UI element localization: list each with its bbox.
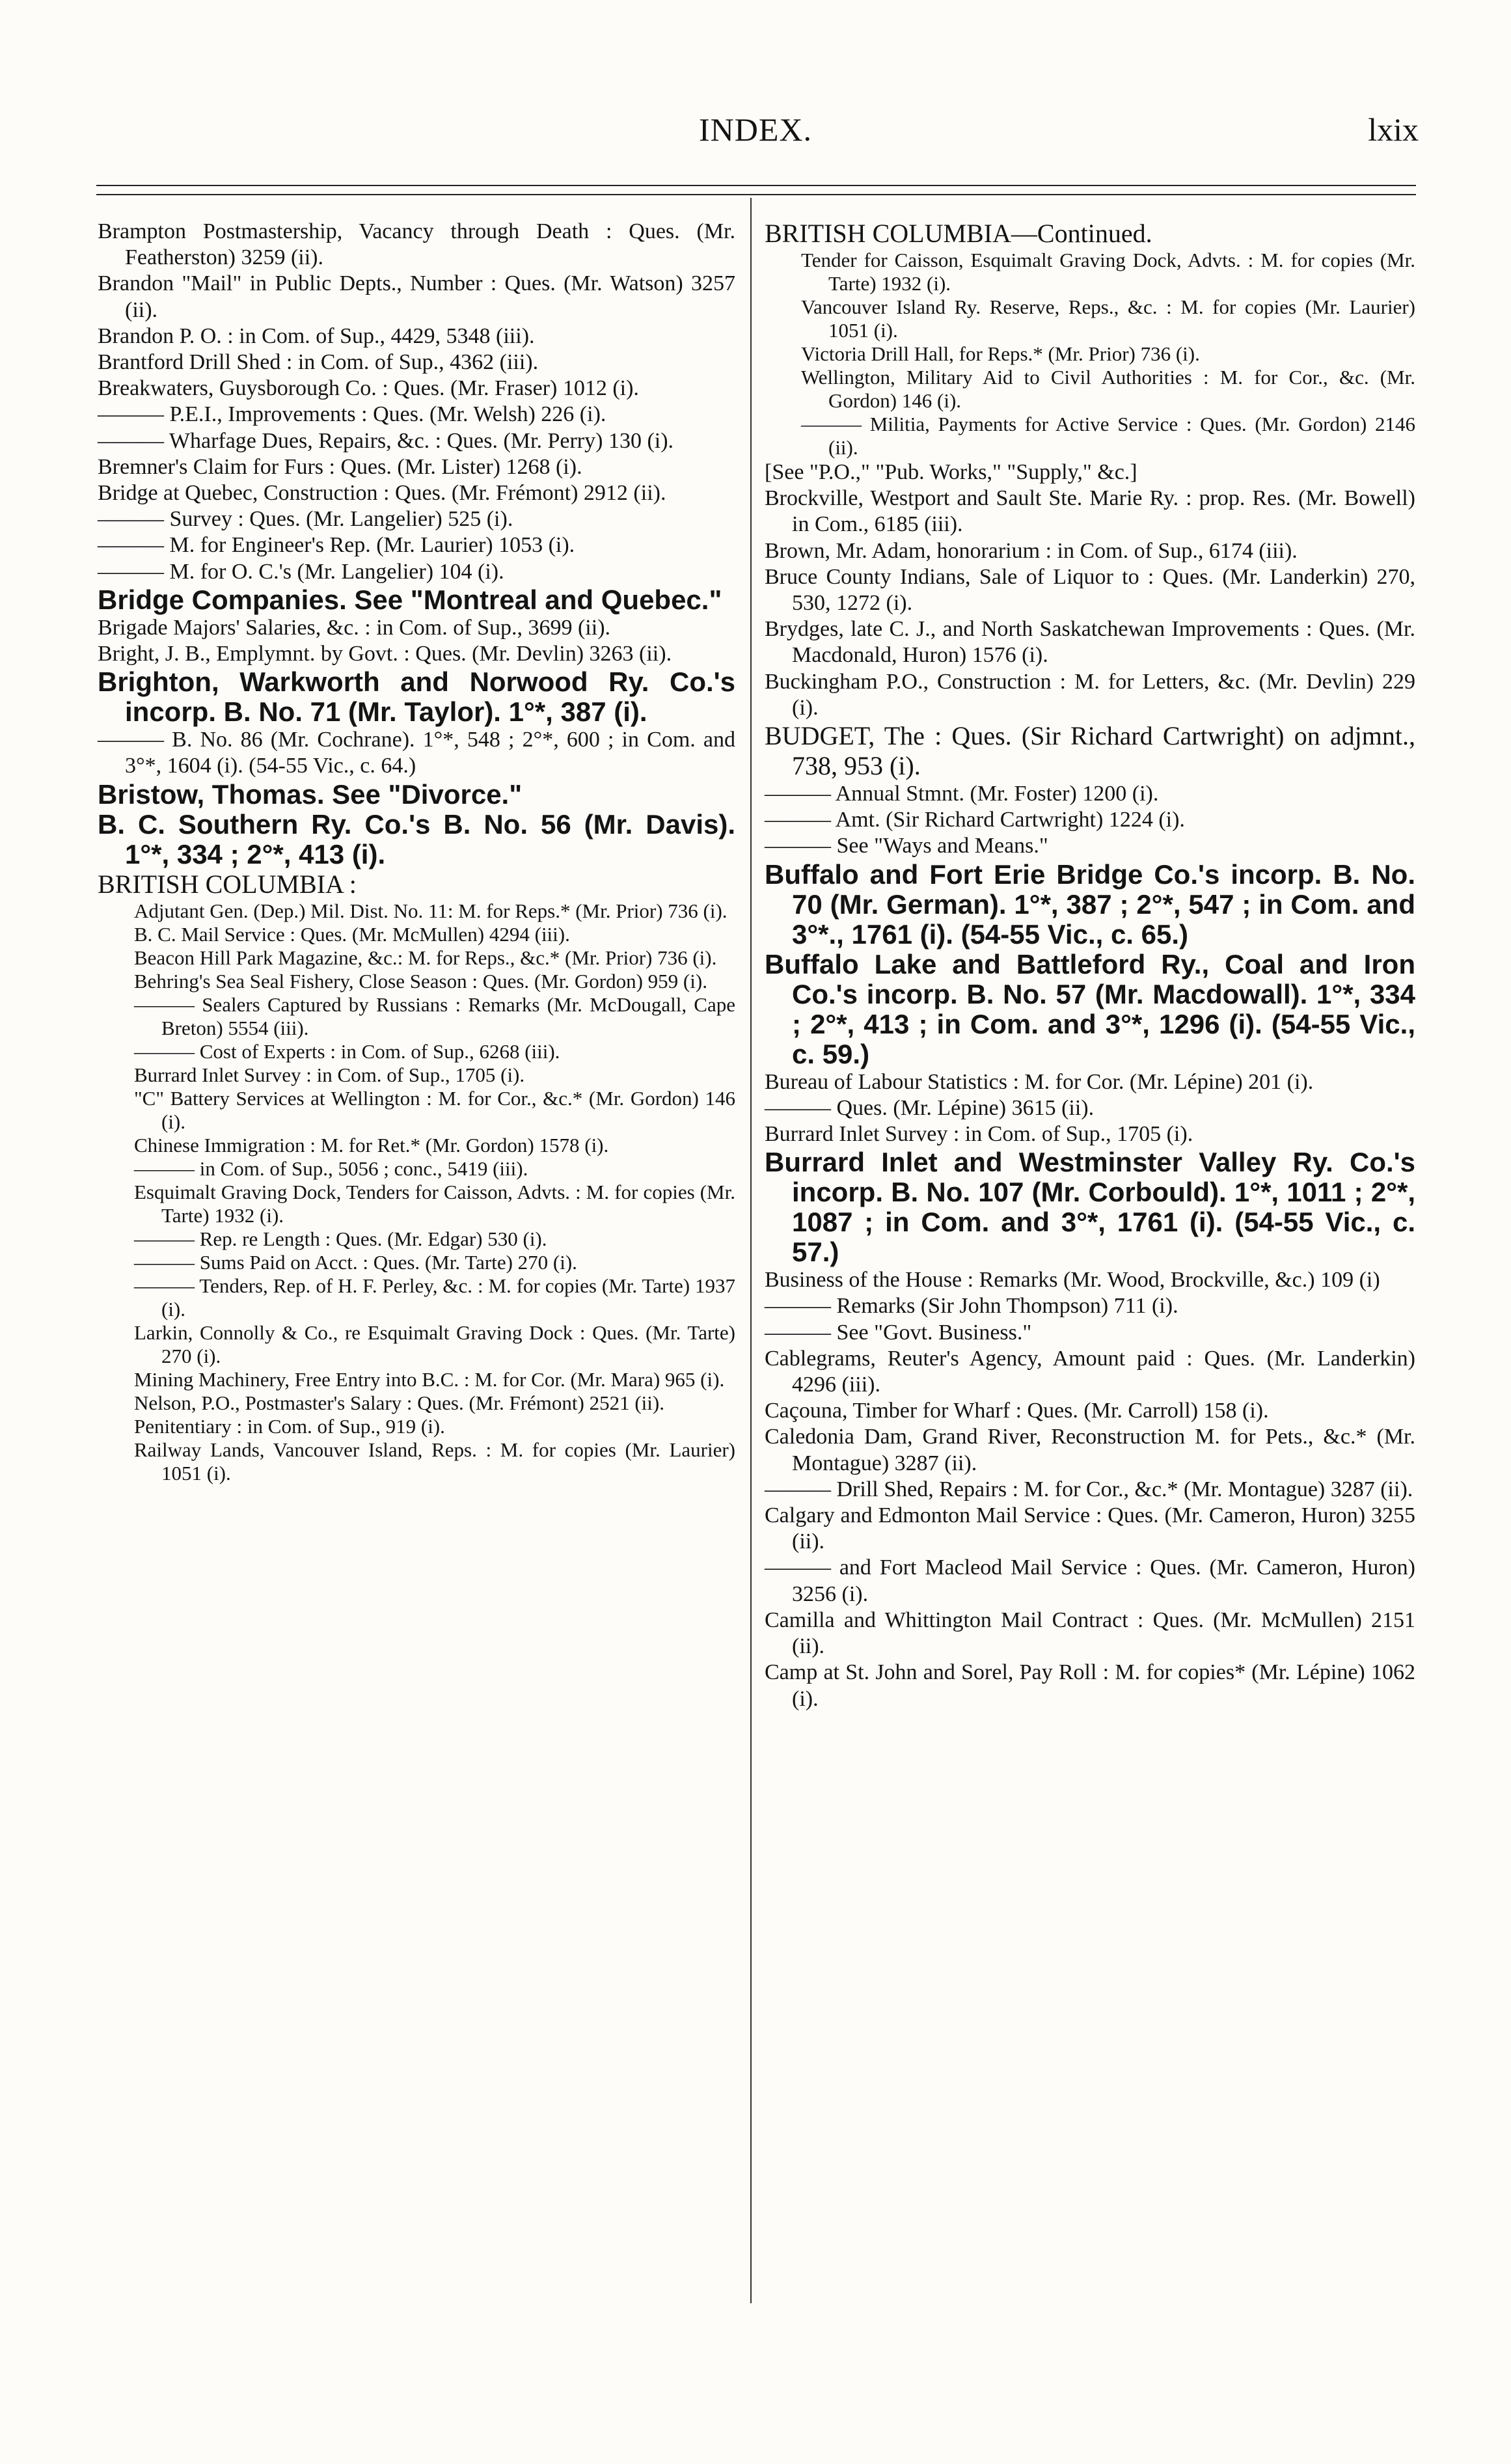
index-entry: Bruce County Indians, Sale of Liquor to : Ques. (Mr. Landerkin) 270, 530, 1272 (i). [765, 564, 1415, 616]
index-entry: Camilla and Whittington Mail Contract : Ques. (Mr. McMullen) 2151 (ii). [765, 1608, 1415, 1659]
index-entry: ——— Wharfage Dues, Repairs, &c. : Ques. (Mr. Perry) 130 (i). [98, 428, 674, 453]
index-entry: ——— M. for Engineer's Rep. (Mr. Laurier) 1053 (i). [98, 533, 575, 558]
index-entry: ——— See "Govt. Business." [765, 1320, 1032, 1345]
index-entry: ——— M. for O. C.'s (Mr. Langelier) 104 (i). [98, 559, 504, 584]
index-entry: Breakwaters, Guysborough Co. : Ques. (Mr. Fraser) 1012 (i). [98, 376, 639, 401]
page-title: INDEX. [698, 111, 813, 148]
index-entry: Burrard Inlet Survey : in Com. of Sup., 1705 (i). [134, 1063, 525, 1086]
index-entry: Brandon "Mail" in Public Depts., Number : Ques. (Mr. Watson) 3257 (ii). [98, 271, 735, 322]
index-entry: Tender for Caisson, Esquimalt Graving Dock, Advts. : M. for copies (Mr. Tarte) 1932 (i). [801, 249, 1415, 295]
index-entry: Mining Machinery, Free Entry into B.C. : M. for Cor. (Mr. Mara) 965 (i). [134, 1367, 725, 1391]
index-entry: Bright, J. B., Emplymnt. by Govt. : Ques. (Mr. Devlin) 3263 (ii). [98, 642, 672, 666]
page-number: lxix [1368, 111, 1419, 148]
index-entry: Brigade Majors' Salaries, &c. : in Com. of Sup., 3699 (ii). [98, 615, 611, 640]
index-entry: ——— and Fort Macleod Mail Service : Ques. (Mr. Cameron, Huron) 3256 (i). [765, 1555, 1415, 1606]
index-entry: Bridge at Quebec, Construction : Ques. (Mr. Frémont) 2912 (ii). [98, 481, 666, 506]
index-entry: ——— Rep. re Length : Ques. (Mr. Edgar) 530 (i). [134, 1227, 547, 1250]
index-entry: B. C. Mail Service : Ques. (Mr. McMullen) 4294 (iii). [134, 922, 570, 946]
index-entry: Caledonia Dam, Grand River, Reconstruction M. for Pets., &c.* (Mr. Montague) 3287 (ii). [765, 1425, 1415, 1475]
index-entry: Buffalo Lake and Battleford Ry., Coal and Iron Co.'s incorp. B. No. 57 (Mr. Macdowall). 1°*, 334 ; 2°*, 413 ; in Com. and 3°*, 1296 (i). (54-55 Vic., c. 59.) [765, 948, 1415, 1069]
index-entry: Bureau of Labour Statistics : M. for Cor. (Mr. Lépine) 201 (i). [765, 1069, 1314, 1094]
index-entry: [See "P.O.," "Pub. Works," "Supply," &c.] [765, 460, 1137, 484]
index-entry: BUDGET, The : Ques. (Sir Richard Cartwright) on adjmnt., 738, 953 (i). [765, 721, 1415, 781]
index-entry: Nelson, P.O., Postmaster's Salary : Ques. (Mr. Frémont) 2521 (ii). [134, 1391, 664, 1414]
index-entry: Behring's Sea Seal Fishery, Close Season : Ques. (Mr. Gordon) 959 (i). [134, 969, 707, 992]
index-entry: ——— Amt. (Sir Richard Cartwright) 1224 (i). [765, 808, 1185, 832]
index-entry: BRITISH COLUMBIA : [98, 869, 357, 899]
left-column [98, 219, 735, 1485]
index-entry: Brighton, Warkworth and Norwood Ry. Co.'s incorp. B. No. 71 (Mr. Taylor). 1°*, 387 (i). [98, 666, 735, 728]
index-entry: Brandon P. O. : in Com. of Sup., 4429, 5348 (iii). [98, 323, 535, 348]
index-entry: Adjutant Gen. (Dep.) Mil. Dist. No. 11: M. for Reps.* (Mr. Prior) 736 (i). [134, 899, 728, 922]
index-entry: Brampton Postmastership, Vacancy through Death : Ques. (Mr. Featherston) 3259 (ii). [98, 219, 735, 270]
index-entry: Business of the House : Remarks (Mr. Wood, Brockville, &c.) 109 (i) [765, 1268, 1380, 1293]
header-rule-bottom [96, 194, 1416, 195]
index-entry: Railway Lands, Vancouver Island, Reps. : M. for copies (Mr. Laurier) 1051 (i). [134, 1438, 735, 1485]
index-entry: Burrard Inlet and Westminster Valley Ry. Co.'s incorp. B. No. 107 (Mr. Corbould). 1°*, 1011 ; 2°*, 1087 ; in Com. and 3°*, 1761 (i). (54-55 Vic., c. 57.) [765, 1147, 1415, 1268]
index-entry: Wellington, Military Aid to Civil Authorities : M. for Cor., &c. (Mr. Gordon) 146 (i). [801, 366, 1415, 412]
index-entry: B. C. Southern Ry. Co.'s B. No. 56 (Mr. Davis). 1°*, 334 ; 2°*, 413 (i). [98, 808, 735, 869]
index-entry: ——— Cost of Experts : in Com. of Sup., 6268 (iii). [134, 1039, 560, 1063]
index-entry: ——— Militia, Payments for Active Service : Ques. (Mr. Gordon) 2146 (ii). [801, 413, 1415, 459]
index-entry: ——— Sums Paid on Acct. : Ques. (Mr. Tarte) 270 (i). [134, 1250, 577, 1274]
index-entry: ——— in Com. of Sup., 5056 ; conc., 5419 (iii). [134, 1157, 528, 1180]
index-entry: ——— Sealers Captured by Russians : Remarks (Mr. McDougall, Cape Breton) 5554 (iii). [134, 992, 735, 1039]
index-entry: ——— Annual Stmnt. (Mr. Foster) 1200 (i). [765, 782, 1159, 806]
column-divider [750, 198, 752, 2303]
header-rule-top [96, 185, 1416, 186]
index-entry: ——— See "Ways and Means." [765, 834, 1048, 858]
index-entry: Beacon Hill Park Magazine, &c.: M. for Reps., &c.* (Mr. Prior) 736 (i). [134, 946, 717, 969]
index-entry: Bridge Companies. See "Montreal and Quebec." [98, 584, 722, 615]
index-entry: Calgary and Edmonton Mail Service : Ques. (Mr. Cameron, Huron) 3255 (ii). [765, 1503, 1415, 1554]
right-column [765, 219, 1415, 1712]
index-entry: Buffalo and Fort Erie Bridge Co.'s incorp. B. No. 70 (Mr. German). 1°*, 387 ; 2°*, 547 ; in Com. and 3°*., 1761 (i). (54-55 Vic., c. 65.) [765, 858, 1415, 950]
index-entry: Burrard Inlet Survey : in Com. of Sup., 1705 (i). [765, 1122, 1193, 1147]
index-entry: ——— Remarks (Sir John Thompson) 711 (i). [765, 1294, 1178, 1319]
index-entry: Brown, Mr. Adam, honorarium : in Com. of Sup., 6174 (iii). [765, 538, 1298, 563]
index-entry: Victoria Drill Hall, for Reps.* (Mr. Prior) 736 (i). [801, 342, 1200, 365]
index-entry: ——— P.E.I., Improvements : Ques. (Mr. Welsh) 226 (i). [98, 402, 606, 427]
index-entry: BRITISH COLUMBIA—Continued. [765, 219, 1152, 248]
index-entry: ——— Tenders, Rep. of H. F. Perley, &c. : M. for copies (Mr. Tarte) 1937 (i). [134, 1274, 735, 1321]
index-entry: Penitentiary : in Com. of Sup., 919 (i). [134, 1414, 445, 1438]
index-entry: ——— B. No. 86 (Mr. Cochrane). 1°*, 548 ; 2°*, 600 ; in Com. and 3°*, 1604 (i). (54-55 Vic., c. 64.) [98, 728, 735, 778]
index-entry: ——— Survey : Ques. (Mr. Langelier) 525 (i). [98, 507, 513, 532]
index-entry: Bristow, Thomas. See "Divorce." [98, 778, 523, 810]
index-entry: Larkin, Connolly & Co., re Esquimalt Graving Dock : Ques. (Mr. Tarte) 270 (i). [134, 1321, 735, 1367]
index-entry: Camp at St. John and Sorel, Pay Roll : M. for copies* (Mr. Lépine) 1062 (i). [765, 1660, 1415, 1711]
index-entry: Esquimalt Graving Dock, Tenders for Caisson, Advts. : M. for copies (Mr. Tarte) 1932 (i). [134, 1180, 735, 1227]
index-entry: Brantford Drill Shed : in Com. of Sup., 4362 (iii). [98, 350, 539, 375]
index-entry: Chinese Immigration : M. for Ret.* (Mr. Gordon) 1578 (i). [134, 1133, 609, 1157]
index-entry: Bremner's Claim for Furs : Ques. (Mr. Lister) 1268 (i). [98, 454, 582, 479]
index-entry: Buckingham P.O., Construction : M. for Letters, &c. (Mr. Devlin) 229 (i). [765, 669, 1415, 720]
index-entry: Cablegrams, Reuter's Agency, Amount paid : Ques. (Mr. Landerkin) 4296 (iii). [765, 1346, 1415, 1397]
index-entry: Caçouna, Timber for Wharf : Ques. (Mr. Carroll) 158 (i). [765, 1399, 1269, 1423]
index-entry: ——— Ques. (Mr. Lépine) 3615 (ii). [765, 1095, 1095, 1120]
index-entry: Brockville, Westport and Sault Ste. Marie Ry. : prop. Res. (Mr. Bowell) in Com., 6185 (iii). [765, 486, 1415, 537]
index-entry: Brydges, late C. J., and North Saskatchewan Improvements : Ques. (Mr. Macdonald, Huron) 1576 (i). [765, 617, 1415, 668]
index-entry: ——— Drill Shed, Repairs : M. for Cor., &c.* (Mr. Montague) 3287 (ii). [765, 1477, 1413, 1501]
index-entry: Vancouver Island Ry. Reserve, Reps., &c. : M. for copies (Mr. Laurier) 1051 (i). [801, 295, 1415, 342]
index-entry: "C" Battery Services at Wellington : M. for Cor., &c.* (Mr. Gordon) 146 (i). [134, 1086, 735, 1133]
